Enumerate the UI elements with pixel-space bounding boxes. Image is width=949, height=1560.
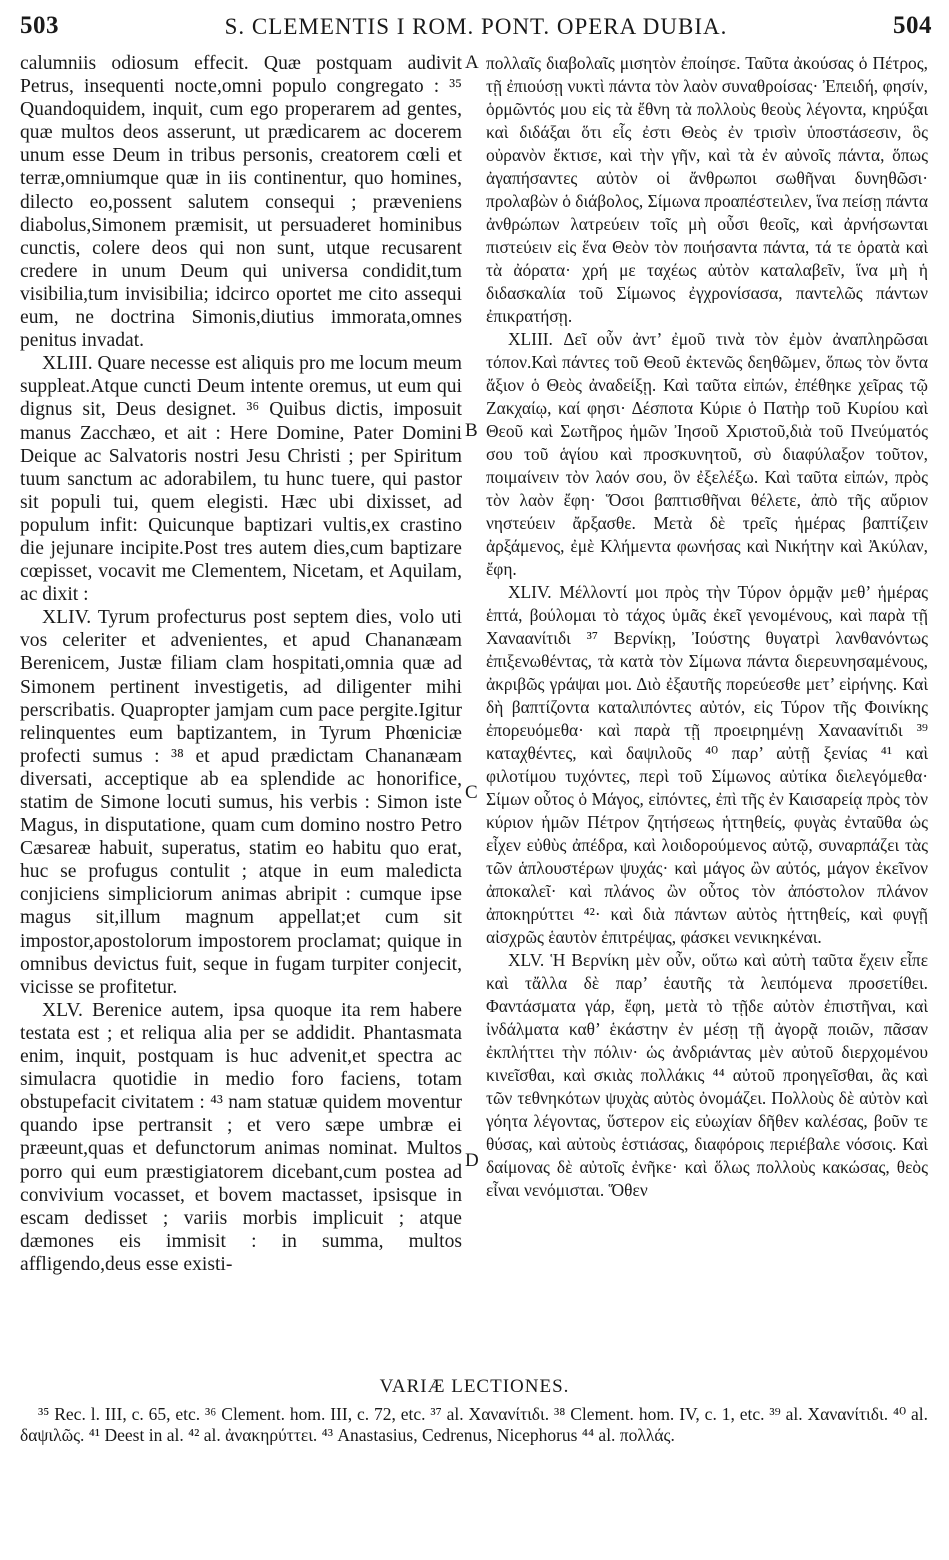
greek-paragraph: πολλαῖς διαβολαῖς μισητὸν ἐποίησε. Ταῦτα ἀκούσας ὁ Πέτρος, τῇ ἐπιούσῃ νυκτὶ πάντα τὸν λαὸν συναθροίσας· Ἐπειδή, φησίν, ὁρμῶντός μου εἰς τὰ ἔθνη τὰ πολλοὺς θεοὺς λέγοντα, κηρύξαι καὶ διδάξαι ὅτι εἷς ἐστι Θεὸς ἐν τρισὶν ὑποστάσεσιν, ὃς οὐρανὸν ἔκτισε, καὶ τὴν γῆν, καὶ τὰ ἐν αὐνοῖς πάντα, ὅπως ἀγαπήσαντες αὐτὸν οἱ ἄνθρωποι σωθῆναι δυνηθῶσι· προλαβὼν ὁ διάβολος, Σίμωνα προαπέστειλεν, ἵνα πείσῃ πάντα ἀνθρώπων λατρεύειν τοῖς μὴ οὖσι θεοῖς, καὶ ἀρνήσωνται πιστεύειν εἰς ἕνα Θεὸν τὸν ποιήσαντα πάντα, τά τε ὁρατὰ καὶ τὰ ἀόρατα· χρή με ταχέως αὐτὸν καταλαβεῖν, ἵνα μὴ ἡ διδασκαλία τοῦ Σίμωνος ἐγχρονίσασα, παντελῶς πάντων ἐπικρατήσῃ. bbox=[486, 53, 928, 326]
page-number-right: 504 bbox=[893, 12, 932, 39]
greek-column bbox=[486, 52, 928, 1370]
margin-marker-a: A bbox=[465, 52, 479, 73]
page-number-left: 503 bbox=[20, 12, 59, 39]
greek-paragraph: XLV. Ἡ Βερνίκη μὲν οὖν, οὕτω καὶ αὐτὴ ταῦτα ἔχειν εἶπε καὶ τἄλλα δὲ παρ’ ἑαυτῆς τὰ λειπόμενα προσετίθει. Φαντάσματα γάρ, ἔφη, μετὰ τὸ τῇδε αὐτὸν ἐπιστῆναι, καὶ ἰνδάλματα καθ’ ἑκάστην ἐν μέσῃ τῇ ἀγορᾷ ποιῶν, πᾶσαν ἐκπλήττει τὴν πόλιν· ὡς ἀνδριάντας μὲν αὐτοῦ διερχομένου κινεῖσθαι, καὶ σκιὰς πολλάκις ⁴⁴ αὐτοῦ προηγεῖσθαι, ἃς καὶ τῶν τεθνηκότων ψυχὰς αὐτὸς ὀνομάζει. Πολλοὺς δὲ αὐτὸν καὶ γόητα λέγοντας, ὕστερον εἰς εὐωχίαν δῆθεν καλέσας, βοῦν τε θύσας, καὶ αὐτοὺς ἑστιάσας, διαφόροις περιέβαλε νόσοις. Καὶ δαίμονας δὲ αὐτοῖς ἐνῆκε· καὶ ὅλως πολλοὺς κακώσας, θεὸς εἶναι νενόμισται. Ὅθεν bbox=[486, 950, 928, 1200]
latin-paragraph: XLIV. Tyrum profecturus post septem dies, volo uti vos celeriter et advenientes, et apud Chananæam Berenicem, Justæ filiam clam hospitati,omnia quæ ad Simonem pertinent investigetis, ad diligenter mihi perscribatis. Quapropter jamjam cum pace pergite.Igitur relinquentes eum baptizantem, in Tyrum Phœniciæ profecti sumus : ³⁸ et apud prædictam Chananæam diversati, acceptique ab ea splendide ac honorifice, statim de Simone locuti sumus, his verbis : Simon iste Magus, in disputatione, quam cum domino nostro Petro Cæsareæ habuit, superatus, statim eo habitu quo erat, huc se profugus contulit ; atque in eum maledicta conjiciens simpliciorum animas abripit : cumque ipse magus sit,illum magnum appellat;et cum sit impostor,apostolorum impostorem proclamat; quique in omnibus devictus fuit, seque in fugam turpiter conjecit, vicisse se profitetur. bbox=[20, 607, 462, 998]
latin-paragraph: calumniis odiosum effecit. Quæ postquam audivit Petrus, insequenti nocte,omni populo congregato : ³⁵ Quandoquidem, inquit, cum ego properarem ad gentes, quæ multos deos asserunt, ut prædicarem ac docerem unum esse Deum in tribus personis, creatorem cœli et terræ,omniumque quæ in iis continentur, quo homines, dilecto eo,possent salutem consequi ; præveniens diabolus,Simonem præmisit, ut persuaderet hominibus cunctis, colere deos qui non sunt, utque recusarent credere in unum Deum qui universa condidit,tum visibilia,tum invisibilia; idcirco oportet me cito assequi eum, ne doctrina Simonis,diutius immorata,omnes penitus invadat. bbox=[20, 53, 462, 352]
variae-lectiones-title: VARIÆ LECTIONES. bbox=[379, 1376, 570, 1397]
latin-paragraph: XLIII. Quare necesse est aliquis pro me locum meum suppleat.Atque cuncti Deum intente oremus, ut eum qui dignus sit, Deus designet. ³⁶ Quibus dictis, imposuit manus Zacchæo, et ait : Here Domine, Pater Domini Deique ac Salvatoris nostri Jesu Christi ; per Spiritum tuum sanctum ac adorabilem, tu hunc tuere, qui pastor sit populi tui, quem elegisti. Hæc ubi dixisset, ad populum infit: Quicunque baptizari vultis,ex crastino die jejunare incipite.Post tres autem dies,cum baptizare cœpisset, vocavit me Clementem, Nicetam, et Aquilam, ac dixit : bbox=[20, 353, 462, 606]
margin-marker-c: C bbox=[465, 782, 478, 803]
variae-lectiones-text: ³⁵ Rec. l. III, c. 65, etc. ³⁶ Clement. hom. III, c. 72, etc. ³⁷ al. Χανανίτιδι. ³⁸ Clement. hom. IV, c. 1, etc. ³⁹ al. Χανανίτιδι. ⁴⁰ al. δαψιλῶς. ⁴¹ Deest in al. ⁴² al. ἀνακηρύττει. ⁴³ Anastasius, Cedrenus, Nicephorus ⁴⁴ al. πολλάς. bbox=[20, 1404, 928, 1445]
margin-marker-b: B bbox=[465, 420, 478, 441]
latin-column bbox=[20, 52, 462, 1370]
latin-paragraph: XLV. Berenice autem, ipsa quoque ita rem habere testata est ; et reliqua alia per se addidit. Phantasmata enim, inquit, postquam is huc advenit,et spectra ac simulacra quotidie in medio foro faciens, totam obstupefacit civitatem : ⁴³ nam statuæ quidem moventur quando ipse pertransit ; et vero sæpe umbræ ei præeunt,quas et defunctorum animas nominat. Multos porro qui eum præstigiatorem dicebant,cum postea ad convivium vocasset, et bovem mactasset, ipsisque in escam dedisset ; variis morbis implicuit ; atque dæmones eis immisit : in summa, multos affligendo,deus esse existi- bbox=[20, 999, 462, 1275]
running-header bbox=[20, 12, 932, 48]
running-title: S. CLEMENTIS I ROM. PONT. OPERA DUBIA. bbox=[224, 14, 728, 39]
greek-paragraph: XLIV. Μέλλοντί μοι πρὸς τὴν Τύρον ὁρμᾷν μεθ’ ἡμέρας ἑπτά, βούλομαι τὸ τάχος ὑμᾶς ἐκεῖ γενομένους, καὶ παρὰ τῇ Χαναανίτιδι ³⁷ Βερνίκῃ, Ἰούστης θυγατρὶ λανθανόντως ἐπιξενωθέντας, τὰ κατὰ τὸν Σίμωνα πάντα διερευνησαμένους, ἀκριβῶς γράψαι μοι. Διὸ ἐξαυτῆς πορεύεσθε μετ’ εἰρήνης. Καὶ δὴ βαπτίζοντα καταλιπόντες αὐτόν, εἰς Τύρον τῆς Φοινίκης ἐπορευόμεθα· καὶ παρὰ τῇ προειρημένῃ Χαναανίτιδι ³⁹ καταχθέντες, καὶ δαψιλοῦς ⁴⁰ παρ’ αὐτῇ ξενίας ⁴¹ καὶ φιλοτίμου τυχόντες, περὶ τοῦ Σίμωνος αὐτίκα διελεγόμεθα· Σίμων οὗτος ὁ Μάγος, εἰπόντες, ἐπὶ τῆς ἐν Καισαρείᾳ πρὸς τὸν κύριον ἡμῶν Πέτρον ζητήσεως ἡττηθείς, φυγὰς ἐνταῦθα ὡς εἶχεν εὐθὺς ἀπέδρα, καὶ λοιδορούμενος αὐτῷ, συναρπάζει τὰς τῶν ἁπλουστέρων ψυχάς· καὶ μάγος ὢν αὐτός, μάγον ἐκεῖνον ἀποκαλεῖ· καὶ πλάνος ὢν οὗτος τὸν ἀπόστολον πλάνον ἀποκηρύττει ⁴²· καὶ διὰ πάντων αὐτὸς ἡττηθείς, καὶ φυγῇ αἰσχρῶς ἑαυτὸν ἐπιτρέψας, φάσκει νενικηκέναι. bbox=[486, 582, 928, 947]
variae-lectiones-notes bbox=[20, 1404, 928, 1446]
margin-marker-d: D bbox=[465, 1150, 479, 1171]
greek-paragraph: XLIII. Δεῖ οὖν ἀντ’ ἐμοῦ τινὰ τὸν ἐμὸν ἀναπληρῶσαι τόπον.Καὶ πάντες τοῦ Θεοῦ ἐκτενῶς δεηθῶμεν, ὅπως τὸν ὄντα ἄξιον ὁ Θεὸς ἀναδείξῃ. Καὶ ταῦτα εἰπών, ἐπέθηκε χεῖρας τῷ Ζακχαίῳ, καί φησι· Δέσποτα Κύριε ὁ Πατὴρ τοῦ Κυρίου καὶ Θεοῦ καὶ Σωτῆρος ἡμῶν Ἰησοῦ Χριστοῦ,διὰ τοῦ Πνεύματός σου τοῦ ἁγίου καὶ προσκυνητοῦ, σὺ διαφύλαξον τοῦτον, ποιμαίνειν τὸν λαόν σου, ὃν ἐξελέξω. Καὶ ταῦτα εἰπών, πρὸς τὸν λαὸν ἔφη· Ὅσοι βαπτισθῆναι θέλετε, ἀπὸ τῆς αὔριον νηστεύειν ἄρξασθε. Μετὰ δὲ τρεῖς ἡμέρας βαπτίζειν ἀρξάμενος, ἐμὲ Κλήμεντα φωνήσας καὶ Νικήτην καὶ Ἀκύλαν, ἔφη. bbox=[486, 329, 928, 579]
